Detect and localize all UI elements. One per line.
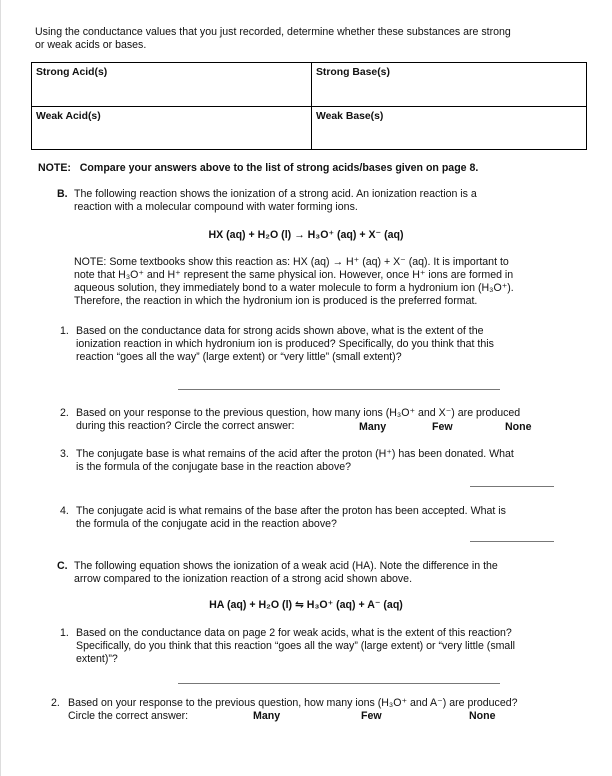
question-b2 xyxy=(60,407,580,433)
question-c2-line-2: Circle the correct answer: xyxy=(68,710,189,722)
question-c1-line-3: extent)”? xyxy=(76,653,118,665)
intro-line-1: Using the conductance values that you just recorded, determine whether these substances are strong xyxy=(35,26,511,38)
question-b4-number: 4. xyxy=(60,505,69,517)
strong-bases-header: Strong Base(s) xyxy=(316,67,390,78)
weak-acids-cell[interactable] xyxy=(32,107,312,150)
question-b4-line-2: the formula of the conjugate acid in the reaction above? xyxy=(76,518,337,530)
b2-choice-none[interactable]: None xyxy=(505,421,532,433)
section-b-note-line-2: note that H₃O⁺ and H⁺ represent the same physical ion. However, once H⁺ ions are formed in xyxy=(74,269,514,281)
section-b-note xyxy=(74,256,589,308)
c2-choice-few[interactable]: Few xyxy=(361,710,382,722)
c2-choice-many[interactable]: Many xyxy=(253,710,281,722)
question-b1 xyxy=(60,325,580,364)
question-c2-number: 2. xyxy=(51,697,60,709)
question-b1-number: 1. xyxy=(60,325,69,337)
question-b3 xyxy=(60,448,580,474)
strong-bases-cell[interactable] xyxy=(312,63,587,107)
strong-acid-equation: HX (aq) + H₂O (l) → H₃O⁺ (aq) + X⁻ (aq) xyxy=(208,229,404,241)
question-c1-number: 1. xyxy=(60,627,69,639)
section-c-intro xyxy=(74,560,582,586)
b2-choice-many[interactable]: Many xyxy=(359,421,387,433)
weak-bases-cell[interactable] xyxy=(312,107,587,150)
section-c-line-1: The following equation shows the ionization of a weak acid (HA). Note the difference in the xyxy=(74,560,498,572)
question-b1-answer-line[interactable] xyxy=(178,389,500,390)
question-c2-line-1: Based on your response to the previous question, how many ions (H₃O⁺ and A⁻) are produced? xyxy=(68,697,518,709)
question-b2-number: 2. xyxy=(60,407,69,419)
question-b4-line-1: The conjugate acid is what remains of the base after the proton has been accepted. What is xyxy=(76,505,506,517)
weak-acids-header: Weak Acid(s) xyxy=(36,111,101,122)
question-b3-answer-line[interactable] xyxy=(470,486,554,487)
b2-choice-few[interactable]: Few xyxy=(432,421,453,433)
section-c-line-2: arrow compared to the ionization reaction of a strong acid shown above. xyxy=(74,573,413,585)
intro-line-2: or weak acids or bases. xyxy=(35,39,147,51)
section-c-letter: C. xyxy=(57,560,68,572)
question-b1-line-2: ionization reaction in which hydronium ion is produced? Specifically, do you think that this xyxy=(76,338,494,350)
question-b4-answer-line[interactable] xyxy=(470,541,554,542)
intro-text xyxy=(35,26,595,52)
section-b-note-line-4: Therefore, the reaction in which the hydronium ion is produced is the preferred format. xyxy=(74,295,478,307)
compare-note: NOTE: Compare your answers above to the list of strong acids/bases given on page 8. xyxy=(38,162,479,174)
question-b2-line-1: Based on your response to the previous question, how many ions (H₃O⁺ and X⁻) are produced xyxy=(76,407,521,419)
question-b3-number: 3. xyxy=(60,448,69,460)
section-b-note-line-3: aqueous solution, they immediately bond to a water molecule to form a hydronium ion (H₃O⁺). xyxy=(74,282,514,294)
question-b4 xyxy=(60,505,580,531)
question-b1-line-3: reaction “goes all the way” (large extent) or “very little” (small extent)? xyxy=(76,351,402,363)
section-b-line-2: reaction with a molecular compound with water forming ions. xyxy=(74,201,358,213)
weak-acid-equation: HA (aq) + H₂O (l) ⇋ H₃O⁺ (aq) + A⁻ (aq) xyxy=(209,599,403,611)
weak-bases-header: Weak Base(s) xyxy=(316,111,384,122)
question-c1-line-2: Specifically, do you think that this reaction “goes all the way” (large extent) or “very little (small xyxy=(76,640,516,652)
section-b-line-1: The following reaction shows the ionization of a strong acid. An ionization reaction is a xyxy=(74,188,477,200)
question-b3-line-2: is the formula of the conjugate base in the reaction above? xyxy=(76,461,352,473)
question-c1-line-1: Based on the conductance data on page 2 for weak acids, what is the extent of this reaction? xyxy=(76,627,512,639)
question-c1 xyxy=(60,627,585,666)
section-b-letter: B. xyxy=(57,188,68,200)
question-c2 xyxy=(51,697,586,723)
acid-base-answer-table xyxy=(31,62,587,150)
question-b3-line-1: The conjugate base is what remains of the acid after the proton (H⁺) has been donated. What xyxy=(76,448,514,460)
section-b-intro xyxy=(74,188,582,214)
question-b1-line-1: Based on the conductance data for strong acids shown above, what is the extent of the xyxy=(76,325,484,337)
question-c1-answer-line[interactable] xyxy=(178,683,500,684)
question-b2-line-2: during this reaction? Circle the correct answer: xyxy=(76,420,295,432)
c2-choice-none[interactable]: None xyxy=(469,710,496,722)
section-b-note-line-1: NOTE: Some textbooks show this reaction as: HX (aq) → H⁺ (aq) + X⁻ (aq). It is important to xyxy=(74,256,509,268)
strong-acids-cell[interactable] xyxy=(32,63,312,107)
page-edge xyxy=(0,0,1,776)
strong-acids-header: Strong Acid(s) xyxy=(36,67,108,78)
